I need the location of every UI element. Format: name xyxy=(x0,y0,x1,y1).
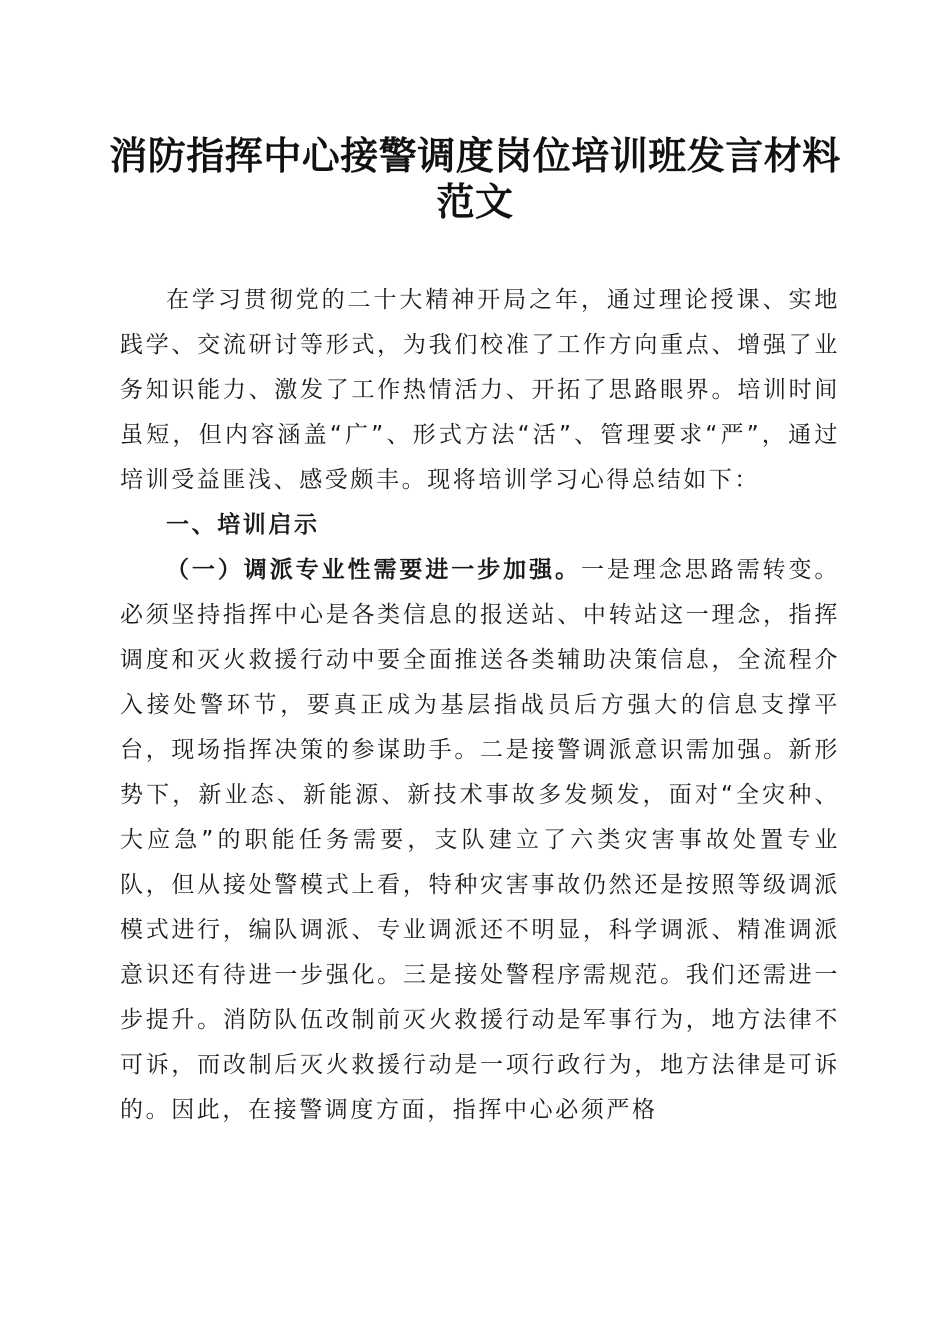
document-body xyxy=(120,278,840,1133)
subsection-heading: （一）调派专业性需要进一步加强。 xyxy=(166,557,581,583)
section-heading: 一、培训启示 xyxy=(166,512,320,538)
intro-paragraph: 在学习贯彻党的二十大精神开局之年，通过理论授课、实地践学、交流研讨等形式，为我们校准了工作方向重点、增强了业务知识能力、激发了工作热情活力、开拓了思路眼界。培训时间虽短，但内容涵盖“广”、形式方法“活”、管理要求“严”，通过培训受益匪浅、感受颇丰。现将培训学习心得总结如下： xyxy=(120,287,840,493)
subsection-body: 一是理念思路需转变。必须坚持指挥中心是各类信息的报送站、中转站这一理念，指挥调度和灭火救援行动中要全面推送各类辅助决策信息，全流程介入接处警环节，要真正成为基层指战员后方强大的信息支撑平台，现场指挥决策的参谋助手。二是接警调派意识需加强。新形势下，新业态、新能源、新技术事故多发频发，面对“全灾种、大应急”的职能任务需要，支队建立了六类灾害事故处置专业队，但从接处警模式上看，特种灾害事故仍然还是按照等级调派模式进行，编队调派、专业调派还不明显，科学调派、精准调派意识还有待进一步强化。三是接处警程序需规范。我们还需进一步提升。消防队伍改制前灭火救援行动是军事行为，地方法律不可诉，而改制后灭火救援行动是一项行政行为，地方法律是可诉的。因此，在接警调度方面，指挥中心必须严格 xyxy=(120,557,841,1123)
document-title: 消防指挥中心接警调度岗位培训班发言材料范文 xyxy=(109,133,841,224)
subsection-paragraph xyxy=(120,548,840,1133)
